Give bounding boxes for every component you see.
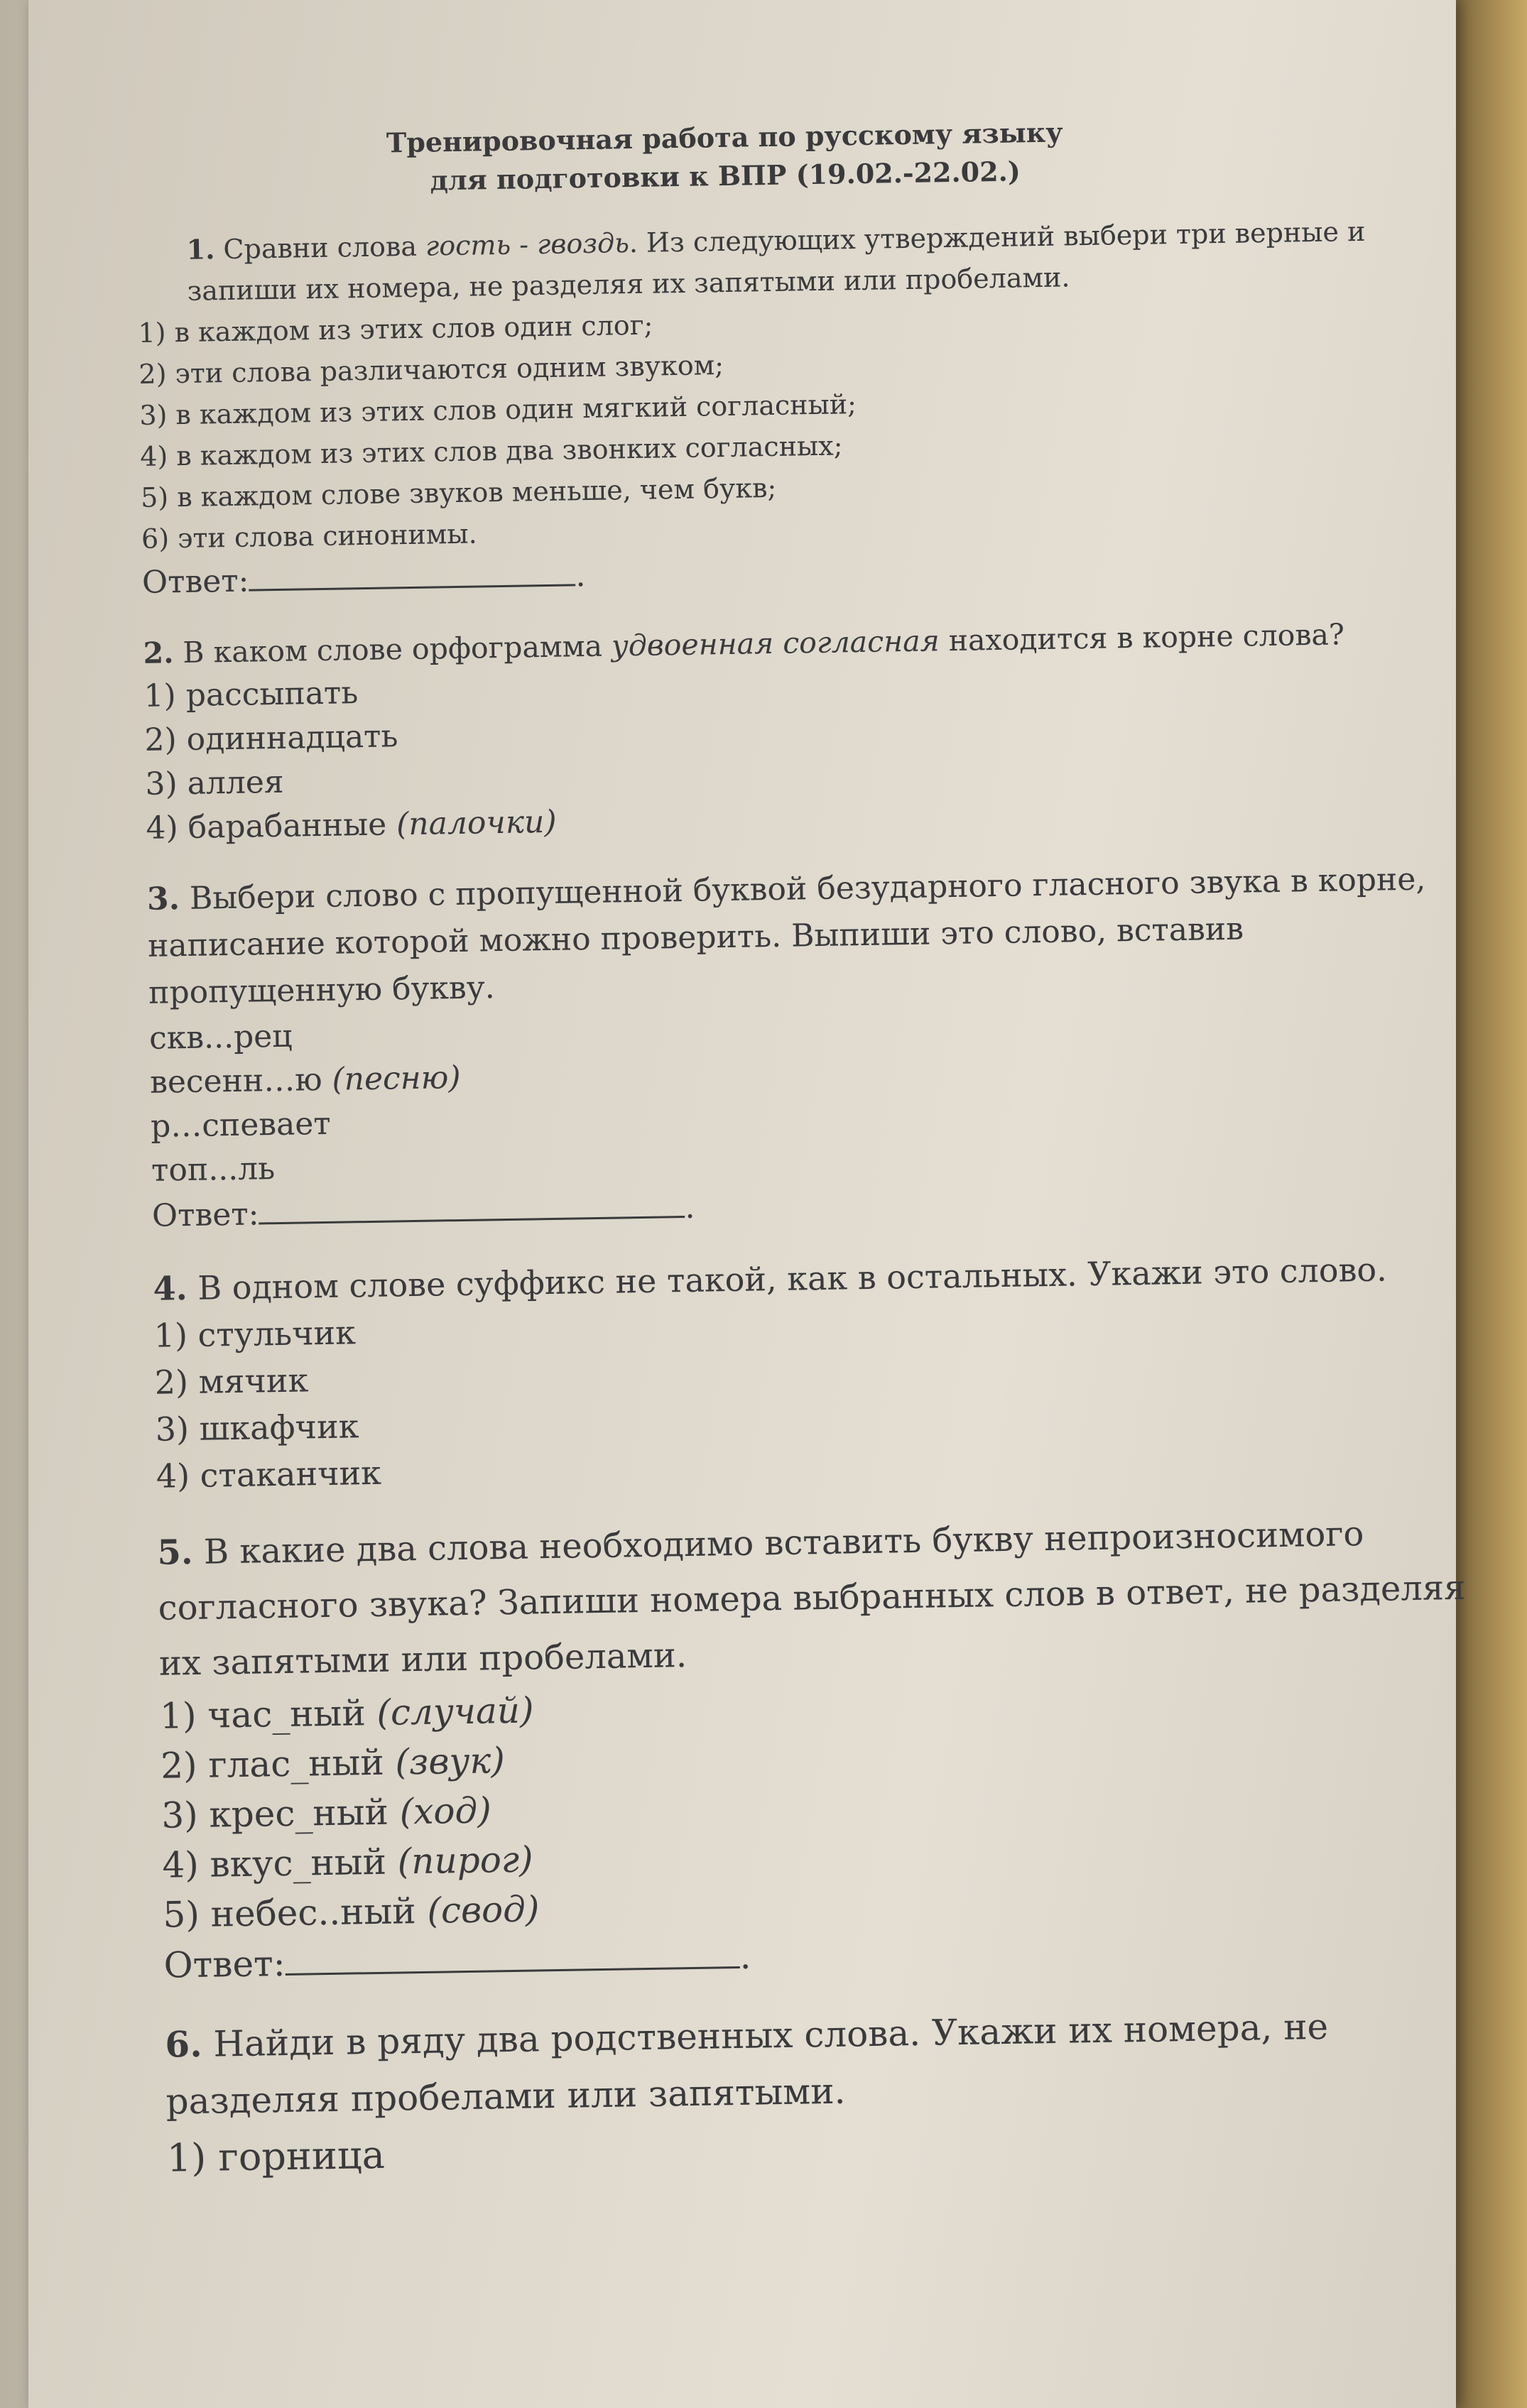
option-text: весенн…ю	[149, 1061, 332, 1101]
question-6	[165, 1995, 1503, 2187]
option: 1) рассыпать	[143, 675, 359, 714]
option: 4) в каждом из этих слов два звонких согласных;	[139, 430, 843, 472]
option-text: 5) небес..ный	[163, 1890, 428, 1936]
answer-label: Ответ:	[151, 1196, 259, 1234]
option: 1) в каждом из этих слов один слог;	[138, 309, 653, 349]
worksheet-title	[121, 109, 1329, 205]
option: 3) в каждом из этих слов один мягкий согласный;	[139, 388, 857, 431]
question-text: В какие два слова необходимо вставить букву непроизносимого согласного звука? Запиши номера выбранных слов в ответ, не разделяя их запятыми или пробелами.	[158, 1514, 1466, 1684]
question-text: В одном слове суффикс не такой, как в остальных. Укажи это слово.	[187, 1250, 1388, 1308]
option-hint: (свод)	[426, 1888, 540, 1932]
option-hint: (палочки)	[396, 803, 557, 843]
option: 1) стульчик	[153, 1313, 357, 1355]
question-text-end: . Из следующих утверждений выбери три верные и запиши их номера, не разделяя их запятыми или пробелами.	[187, 215, 1366, 307]
answer-row: Ответ: .	[151, 1189, 695, 1234]
option: 5) в каждом слове звуков меньше, чем букв;	[140, 472, 777, 513]
question-text-start: В каком слове орфограмма	[173, 628, 612, 670]
option: скв...рец	[148, 1018, 293, 1057]
question-number: 3.	[146, 881, 180, 917]
question-words: гость - гвоздь	[425, 227, 630, 262]
question-6-text	[165, 1995, 1501, 2130]
option-hint: (песню)	[332, 1059, 461, 1098]
option-text: 4) барабанные	[146, 806, 397, 846]
question-2	[143, 611, 1482, 850]
question-1	[136, 209, 1477, 606]
question-number: 2.	[143, 636, 174, 670]
question-3	[147, 855, 1488, 1239]
question-4	[153, 1244, 1491, 1499]
option-hint: (ход)	[399, 1789, 492, 1833]
option-text: 2) глас_ный	[160, 1741, 396, 1787]
answer-label: Ответ:	[163, 1942, 286, 1986]
option: 2) эти слова различаются одним звуком;	[138, 349, 724, 390]
answer-row: Ответ: .	[141, 557, 586, 601]
question-5	[157, 1504, 1499, 1990]
question-3-text	[147, 855, 1484, 1017]
option-hint: (звук)	[395, 1740, 506, 1783]
option: 3) шкафчик	[155, 1407, 359, 1449]
option: 4) стаканчик	[156, 1453, 382, 1496]
title-line-2: для подготовки к ВПР (19.02.-22.02.)	[430, 155, 1021, 197]
answer-row: Ответ: .	[163, 1935, 751, 1986]
worksheet-page	[28, 0, 1466, 2408]
option: р…спевает	[150, 1105, 332, 1145]
option-text: 3) крес_ный	[161, 1791, 401, 1836]
question-number: 5.	[157, 1532, 194, 1573]
question-text: Выбери слово с пропущенной буквой безударного гласного звука в корне, написание которой можно проверить. Выпиши это слово, вставив пропущенную букву.	[147, 861, 1426, 1011]
question-term: удвоенная согласная	[611, 623, 940, 663]
answer-line[interactable]	[285, 1941, 740, 1976]
question-text-end: находится в корне слова?	[939, 617, 1345, 658]
option: 2) мячик	[154, 1361, 309, 1402]
question-5-text	[157, 1504, 1494, 1691]
option-text: 1) час_ный	[159, 1691, 377, 1737]
question-text-start: Сравни слова	[223, 230, 426, 266]
option: 6) эти слова синонимы.	[141, 518, 477, 555]
question-number: 4.	[153, 1269, 188, 1308]
question-number: 6.	[164, 2022, 203, 2066]
option-text: 4) вкус_ный	[161, 1841, 398, 1886]
answer-line[interactable]	[249, 558, 576, 591]
worksheet-content	[135, 107, 1502, 2186]
question-number: 1.	[186, 233, 215, 266]
option: 2) одиннадцать	[144, 718, 398, 758]
answer-label: Ответ:	[141, 562, 249, 601]
option: 1) горница	[166, 2132, 386, 2181]
option: 3) аллея	[145, 763, 284, 802]
answer-line[interactable]	[259, 1190, 685, 1224]
option-hint: (случай)	[376, 1689, 534, 1733]
question-text: Найди в ряду два родственных слова. Укажи их номера, не разделяя пробелами или запятыми.	[165, 2005, 1329, 2123]
option-hint: (пирог)	[397, 1838, 533, 1883]
option: топ...ль	[151, 1150, 276, 1189]
title-line-1: Тренировочная работа по русскому языку	[386, 116, 1063, 159]
